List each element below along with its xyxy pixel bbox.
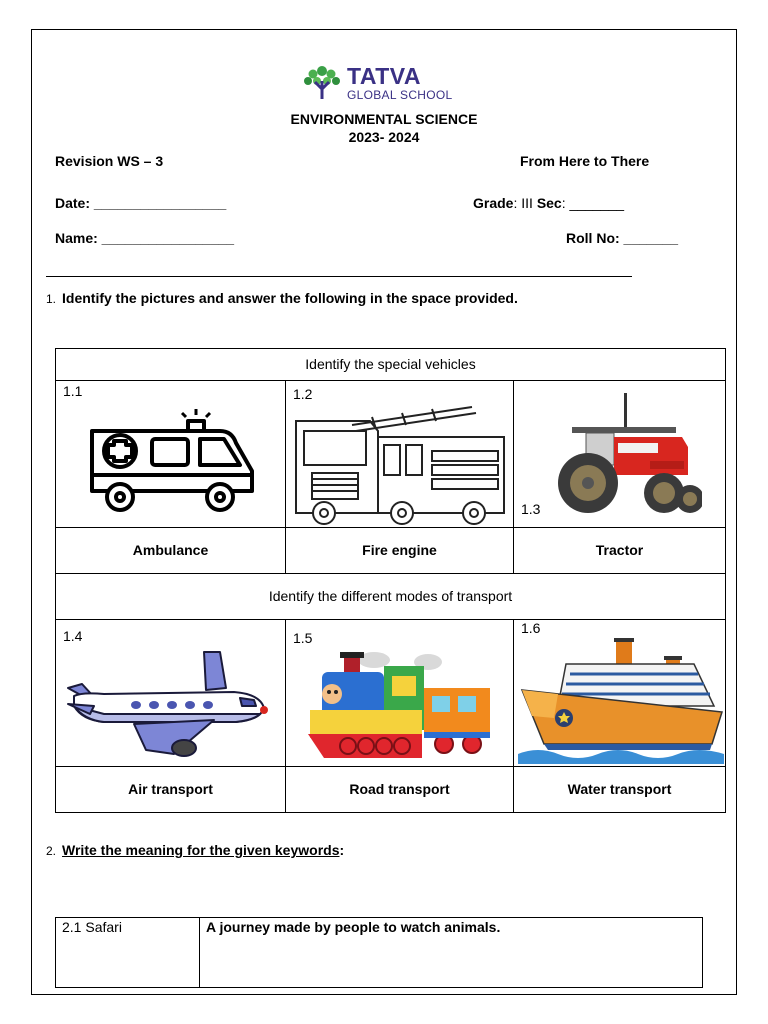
sec-label: Sec bbox=[536, 195, 562, 211]
school-logo bbox=[302, 61, 462, 103]
item-number: 1.4 bbox=[63, 628, 83, 644]
answer-road-transport: Road transport bbox=[286, 767, 514, 813]
worksheet-number: Revision WS – 3 bbox=[55, 153, 164, 169]
item-number: 1.5 bbox=[293, 630, 313, 646]
item-number: 1.2 bbox=[293, 386, 313, 402]
ship-icon bbox=[518, 634, 724, 764]
grade-section-field bbox=[473, 195, 624, 211]
date-field: Date: _________________ bbox=[55, 195, 227, 211]
tractor-icon bbox=[554, 391, 702, 517]
picture-cell-airplane bbox=[56, 620, 286, 767]
chapter-title: From Here to There bbox=[520, 153, 650, 169]
question-2-number: 2. bbox=[46, 844, 57, 858]
picture-cell-train bbox=[286, 620, 514, 767]
grade-label: Grade bbox=[473, 195, 514, 211]
train-icon bbox=[304, 648, 500, 766]
roll-number-field: Roll No: _______ bbox=[566, 230, 679, 246]
question-1-number: 1. bbox=[46, 292, 57, 306]
logo-subtitle: GLOBAL SCHOOL bbox=[347, 88, 453, 102]
tree-icon bbox=[302, 61, 342, 101]
fire-engine-icon bbox=[292, 401, 510, 525]
answer-tractor: Tractor bbox=[514, 528, 726, 574]
question-2-text: Write the meaning for the given keywords bbox=[62, 842, 340, 858]
subject-title: ENVIRONMENTAL SCIENCE bbox=[290, 111, 478, 127]
item-number: 1.6 bbox=[521, 620, 541, 636]
item-number: 1.3 bbox=[521, 501, 541, 517]
item-number: 1.1 bbox=[63, 383, 83, 399]
grade-value: : III bbox=[513, 195, 537, 211]
answer-fire-engine: Fire engine bbox=[286, 528, 514, 574]
ambulance-icon bbox=[86, 407, 258, 517]
answer-air-transport: Air transport bbox=[56, 767, 286, 813]
sec-value: : _______ bbox=[561, 195, 625, 211]
keywords-table bbox=[55, 917, 703, 988]
keyword-row bbox=[56, 918, 703, 988]
question-2-suffix: : bbox=[339, 842, 345, 858]
vehicles-table bbox=[55, 348, 726, 813]
logo-name: TATVA bbox=[347, 63, 422, 89]
name-field: Name: _________________ bbox=[55, 230, 235, 246]
answer-ambulance: Ambulance bbox=[56, 528, 286, 574]
picture-cell-tractor bbox=[514, 381, 726, 528]
airplane-icon bbox=[64, 648, 270, 758]
picture-cell-ambulance bbox=[56, 381, 286, 528]
special-vehicles-caption: Identify the special vehicles bbox=[56, 349, 726, 381]
question-1-text: Identify the pictures and answer the following in the space provided. bbox=[62, 290, 518, 306]
answer-water-transport: Water transport bbox=[514, 767, 726, 813]
question-2 bbox=[46, 842, 344, 858]
divider-line bbox=[46, 276, 632, 277]
academic-year: 2023- 2024 bbox=[348, 129, 420, 145]
meaning-cell: A journey made by people to watch animals. bbox=[200, 918, 703, 988]
picture-cell-ship bbox=[514, 620, 726, 767]
modes-of-transport-caption: Identify the different modes of transport bbox=[56, 574, 726, 620]
keyword-cell: 2.1 Safari bbox=[56, 918, 200, 988]
picture-cell-fire-engine bbox=[286, 381, 514, 528]
question-1 bbox=[46, 290, 518, 306]
